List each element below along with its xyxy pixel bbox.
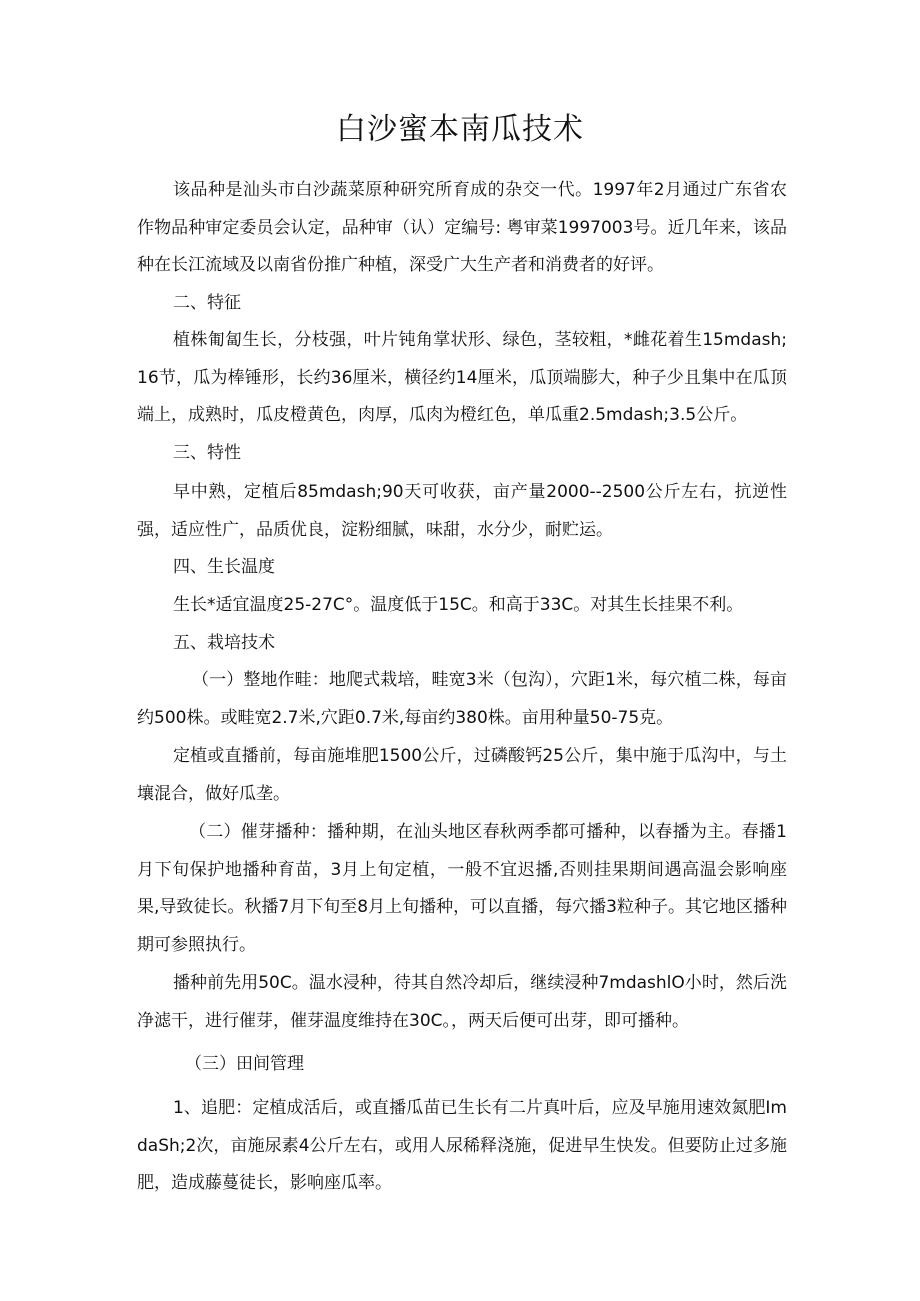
section-heading-field-management: （三）田间管理 [185, 1054, 304, 1074]
features-paragraph: 植株匍匐生长，分枝强，叶片钝角掌状形、绿色，茎较粗，*雌花着生15mdash;16节，瓜为棒锤形，长约36厘米，横径约14厘米，瓜顶端膨大，种子少且集中在瓜顶端上，成熟时，瓜皮橙黄色，肉厚，瓜肉为橙红色，单瓜重2.5mdash;3.5公斤。 [137, 330, 787, 426]
germination-sowing-paragraph: （二）催芽播种：播种期，在汕头地区春秋两季都可播种，以春播为主。春播1月下旬保护地播种育苗，3月上旬定植，一般不宜迟播,否则挂果期间遇高温会影响座果,导致徒长。秋播7月下旬至8月上旬播种，可以直播，每穴播3粒种子。其它地区播种期可参照执行。 [137, 822, 787, 956]
land-preparation-paragraph: （一）整地作畦：地爬式栽培，畦宽3米（包沟），穴距1米，每穴植二株，每亩约500株。或畦宽2.7米,穴距0.7米,每亩约380株。亩用种量50-75克。 [137, 670, 787, 728]
section-heading-characteristics: 三、特性 [173, 443, 241, 463]
seed-soaking-paragraph: 播种前先用50C。温水浸种，待其自然冷却后，继续浸种7mdashlO小时，然后洗净滤干，进行催芽，催芽温度维持在30C。，两天后便可出芽，即可播种。 [137, 973, 787, 1031]
topdressing-paragraph: 1、追肥：定植成活后，或直播瓜苗已生长有二片真叶后，应及早施用速效氮肥ImdaSh;2次，亩施尿素4公斤左右，或用人尿稀释浇施，促进早生快发。但要防止过多施肥，造成藤蔓徒长，影响座瓜率。 [137, 1098, 787, 1194]
section-heading-cultivation: 五、栽培技术 [173, 633, 275, 653]
section-heading-features: 二、特征 [173, 293, 241, 313]
section-heading-temperature: 四、生长温度 [173, 557, 275, 577]
intro-paragraph: 该品种是汕头市白沙蔬菜原种研究所育成的杂交一代。1997年2月通过广东省农作物品种审定委员会认定，品种审（认）定编号: 粤审菜1997003号。近几年来，该品种在长江流域及以南省份推广种植，深受广大生产者和消费者的好评。 [137, 180, 787, 276]
temperature-paragraph: 生长*适宜温度25-27C°。温度低于15C。和高于33C。对其生长挂果不利。 [173, 595, 744, 615]
basal-fertilizer-paragraph: 定植或直播前，每亩施堆肥1500公斤，过磷酸钙25公斤，集中施于瓜沟中，与土壤混合，做好瓜垄。 [137, 746, 787, 804]
characteristics-paragraph: 早中熟，定植后85mdash;90天可收获，亩产量2000--2500公斤左右，抗逆性强，适应性广，品质优良，淀粉细腻，味甜，水分少，耐贮运。 [137, 482, 787, 540]
document-title: 白沙蜜本南瓜技术 [336, 112, 584, 147]
